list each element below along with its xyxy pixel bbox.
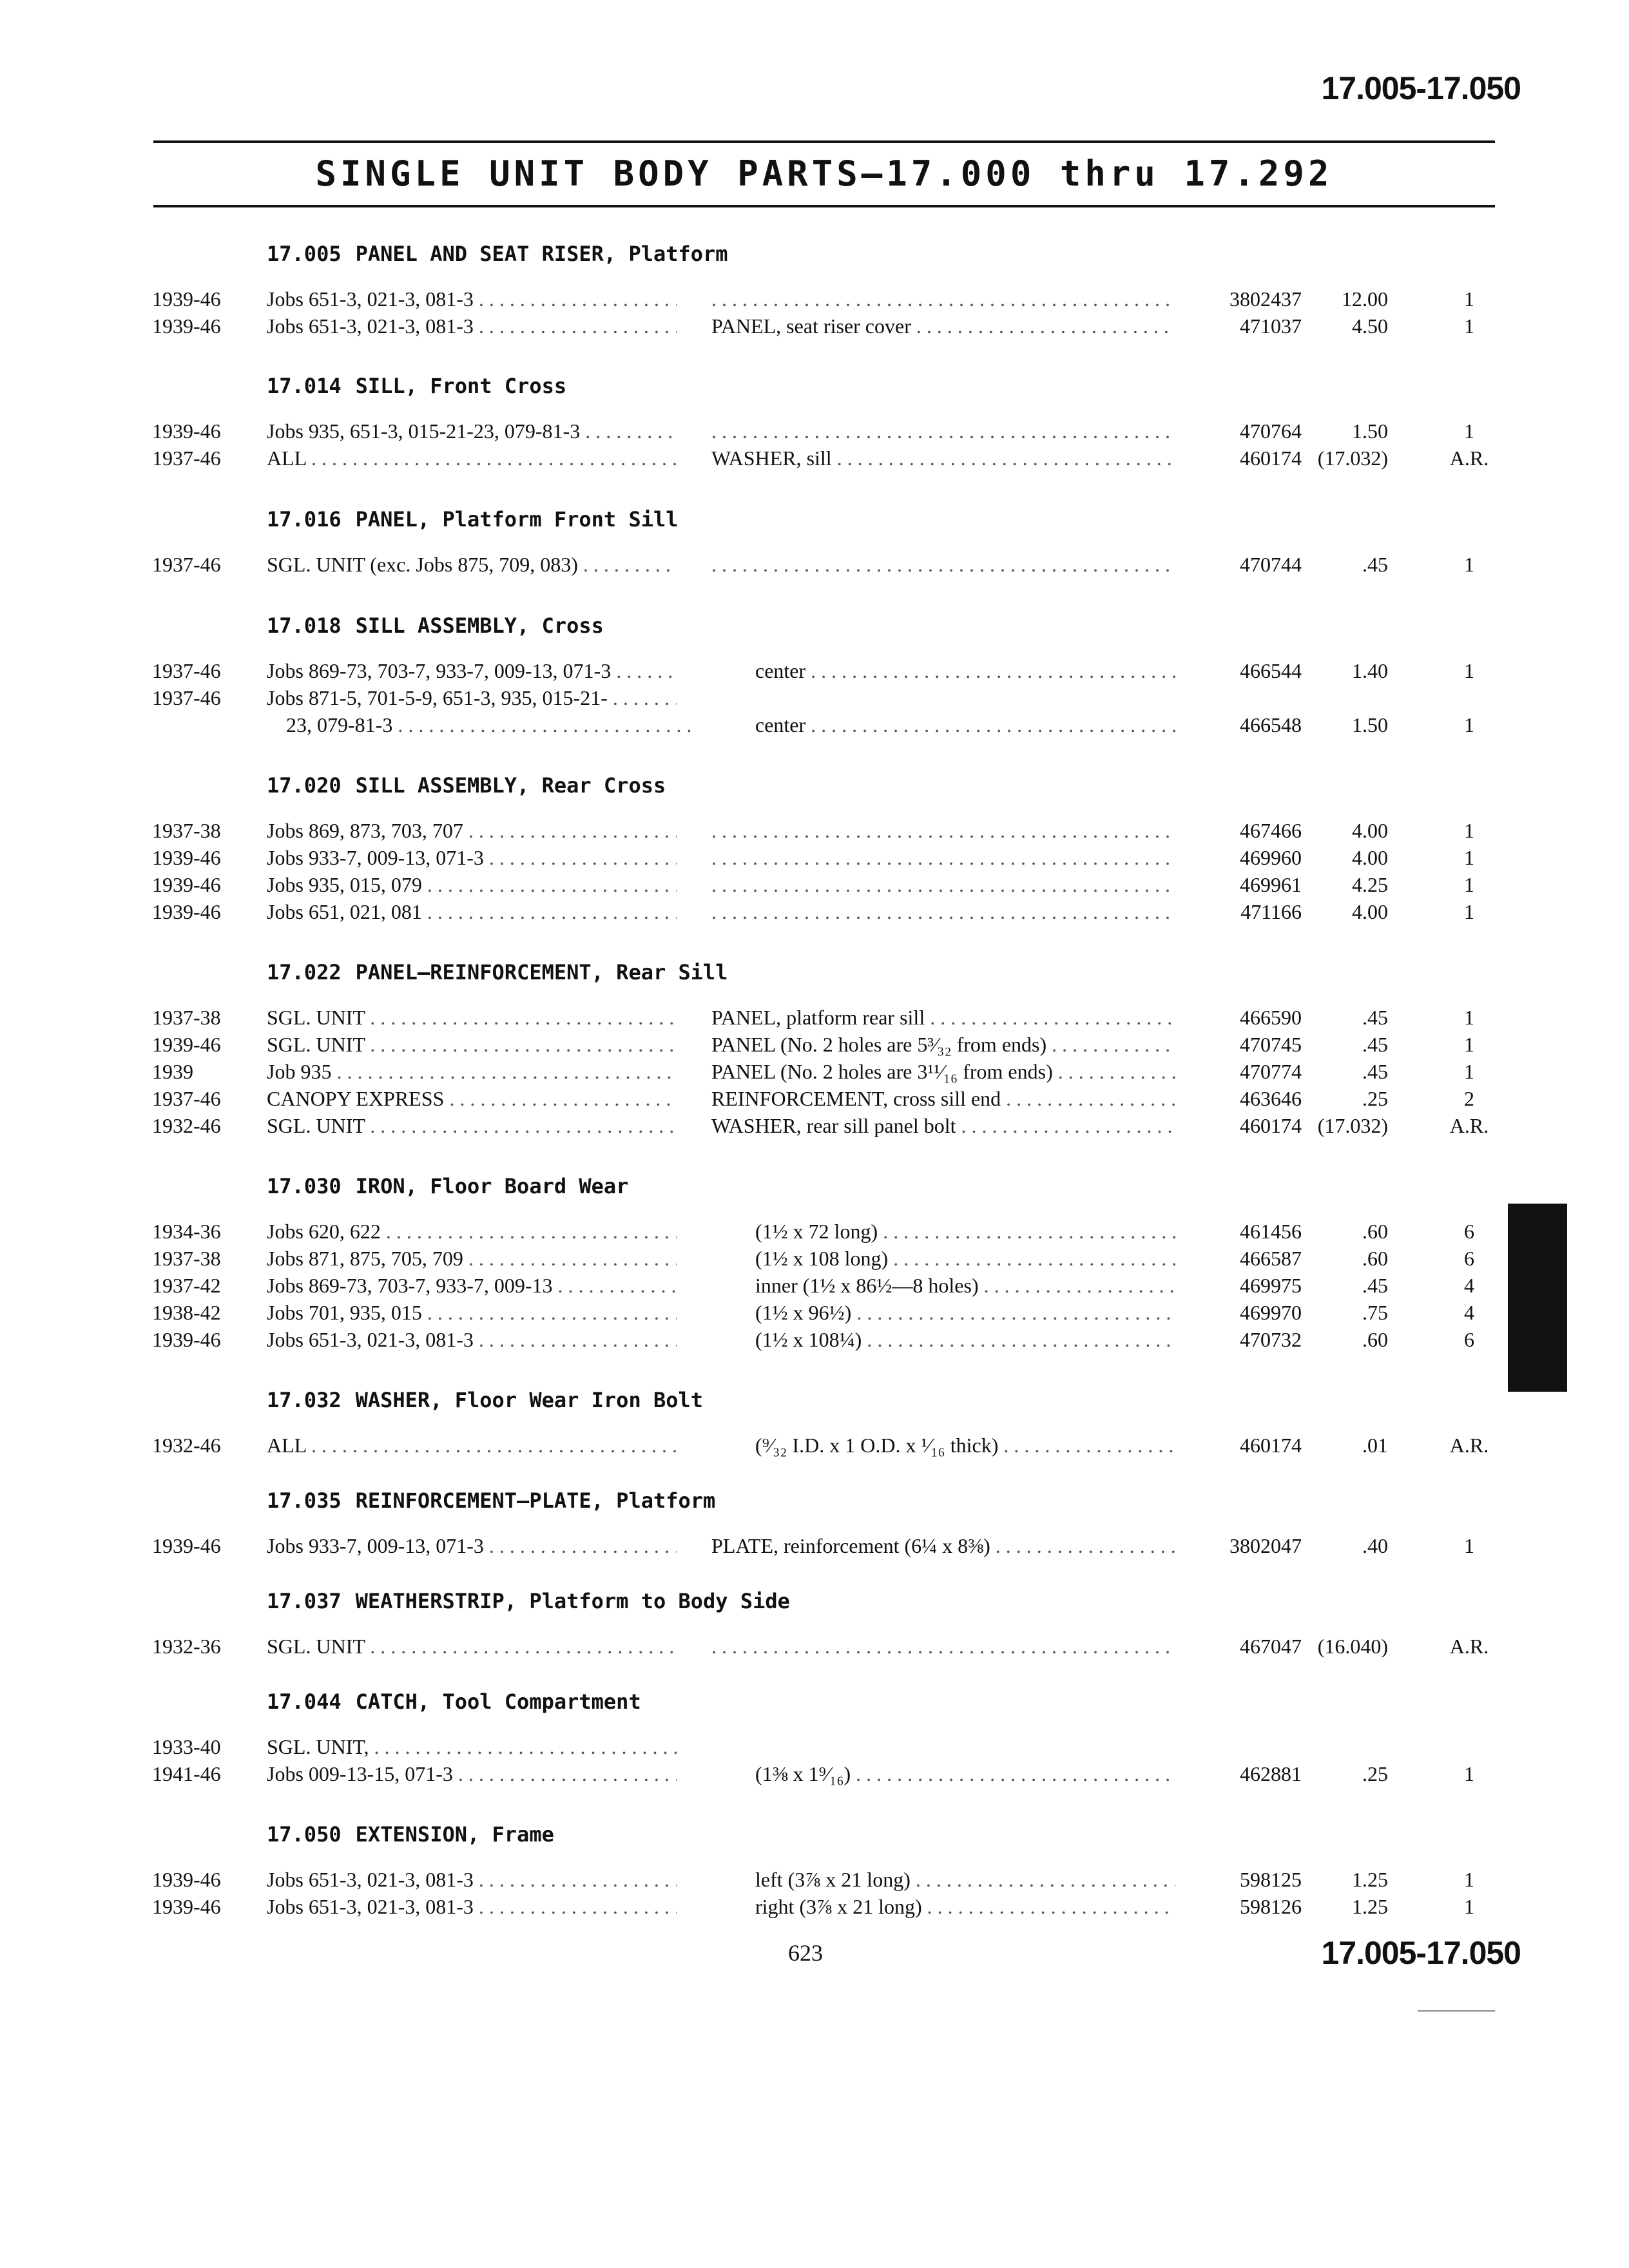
- application: SGL. UNIT (exc. Jobs 875, 709, 083) . . .: [267, 551, 677, 578]
- part-number: 470732: [1240, 1328, 1302, 1351]
- section-heading: [267, 1589, 790, 1613]
- section-name: SILL ASSEMBLY, Cross: [355, 613, 604, 638]
- application: Jobs 651, 021, 081 . . .: [267, 898, 677, 925]
- description: (1⅜ x 1⁹⁄₁₆) . . .: [755, 1760, 1175, 1787]
- part-number: 469960: [1240, 846, 1302, 869]
- quantity: 6: [1464, 1247, 1474, 1270]
- part-row: [0, 1245, 1629, 1272]
- description: WASHER, rear sill panel bolt . . .: [711, 1112, 1175, 1139]
- model-years: 1939-46: [152, 287, 221, 311]
- section-number: 17.014: [267, 374, 342, 398]
- model-years: 1932-46: [152, 1434, 221, 1457]
- description: inner (1½ x 86½—8 holes) . . .: [755, 1272, 1175, 1299]
- section-name: WASHER, Floor Wear Iron Bolt: [355, 1388, 704, 1412]
- section-number: 17.032: [267, 1388, 342, 1412]
- part-number: 469975: [1240, 1274, 1302, 1297]
- section-heading: [267, 1689, 641, 1714]
- description: [711, 817, 1175, 844]
- application: Jobs 620, 622 . . .: [267, 1218, 677, 1245]
- model-years: 1939: [152, 1060, 193, 1083]
- quantity: 4: [1464, 1301, 1474, 1324]
- section-number: 17.016: [267, 507, 342, 532]
- application: Jobs 935, 651-3, 015-21-23, 079-81-3 . . .: [267, 418, 677, 445]
- application: SGL. UNIT . . .: [267, 1112, 677, 1139]
- model-years: 1937-46: [152, 686, 221, 709]
- part-number: 463646: [1240, 1087, 1302, 1110]
- model-years: 1939-46: [152, 1328, 221, 1351]
- section-number: 17.005: [267, 242, 342, 266]
- part-row: [0, 285, 1629, 312]
- model-years: 1934-36: [152, 1220, 221, 1243]
- quantity: 1: [1464, 873, 1474, 896]
- section-name: PANEL AND SEAT RISER, Platform: [355, 242, 728, 266]
- quantity: 1: [1464, 1534, 1474, 1557]
- section-heading: [267, 773, 666, 798]
- part-number: 467047: [1240, 1635, 1302, 1658]
- list-price: 1.25: [1352, 1868, 1388, 1891]
- quantity: 1: [1464, 819, 1474, 842]
- application: Jobs 869-73, 703-7, 933-7, 009-13, 071-3 . . .: [267, 657, 677, 684]
- part-row: [0, 898, 1629, 925]
- quantity: 1: [1464, 553, 1474, 576]
- part-number: 3802437: [1229, 287, 1302, 311]
- part-number: 471037: [1240, 314, 1302, 338]
- description: [711, 844, 1175, 871]
- application: Jobs 933-7, 009-13, 071-3 . . .: [267, 844, 677, 871]
- list-price: 4.25: [1352, 873, 1388, 896]
- part-row: [0, 657, 1629, 684]
- part-row: [0, 684, 1629, 711]
- part-number: 471166: [1240, 900, 1302, 923]
- part-row: [0, 1272, 1629, 1299]
- quantity: 4: [1464, 1274, 1474, 1297]
- description: center . . .: [755, 657, 1175, 684]
- part-number: 460174: [1240, 1434, 1302, 1457]
- application: Jobs 009-13-15, 071-3 . . .: [267, 1760, 677, 1787]
- part-number: 470744: [1240, 553, 1302, 576]
- model-years: 1933-40: [152, 1735, 221, 1758]
- quantity: 1: [1464, 713, 1474, 736]
- part-row: [0, 1532, 1629, 1559]
- section-heading: [267, 1822, 554, 1847]
- description: [711, 418, 1175, 445]
- description: left (3⅞ x 21 long) . . .: [755, 1866, 1175, 1893]
- description: PANEL, seat riser cover . . .: [711, 312, 1175, 340]
- model-years: 1932-46: [152, 1114, 221, 1137]
- application: Jobs 871, 875, 705, 709 . . .: [267, 1245, 677, 1272]
- part-row: [0, 445, 1629, 472]
- part-number: 460174: [1240, 447, 1302, 470]
- quantity: 1: [1464, 314, 1474, 338]
- page-range-top: 17.005-17.050: [1321, 70, 1521, 106]
- model-years: 1937-38: [152, 819, 221, 842]
- model-years: 1937-46: [152, 659, 221, 682]
- part-row: [0, 1112, 1629, 1139]
- part-row: [0, 418, 1629, 445]
- quantity: A.R.: [1449, 1635, 1489, 1658]
- section-number: 17.037: [267, 1589, 342, 1613]
- application: Jobs 869-73, 703-7, 933-7, 009-13 . . .: [267, 1272, 677, 1299]
- part-row: [0, 1031, 1629, 1058]
- section-heading: [267, 374, 566, 398]
- section-tab-marker: [1508, 1204, 1567, 1392]
- part-row: [0, 1326, 1629, 1353]
- part-number: 598126: [1240, 1895, 1302, 1918]
- description: [711, 285, 1175, 312]
- description: [711, 551, 1175, 578]
- application: ALL . . .: [267, 445, 677, 472]
- description: PANEL (No. 2 holes are 5³⁄₃₂ from ends) . . .: [711, 1031, 1175, 1058]
- part-number: 598125: [1240, 1868, 1302, 1891]
- list-price: .60: [1362, 1328, 1388, 1351]
- application: Jobs 651-3, 021-3, 081-3 . . .: [267, 1326, 677, 1353]
- description: (1½ x 108 long) . . .: [755, 1245, 1175, 1272]
- description: (⁹⁄₃₂ I.D. x 1 O.D. x ¹⁄₁₆ thick) . . .: [755, 1432, 1175, 1459]
- quantity: 1: [1464, 1006, 1474, 1029]
- list-price: 1.50: [1352, 419, 1388, 443]
- application: CANOPY EXPRESS . . .: [267, 1085, 677, 1112]
- quantity: 6: [1464, 1328, 1474, 1351]
- part-number: 466590: [1240, 1006, 1302, 1029]
- model-years: 1937-46: [152, 1087, 221, 1110]
- model-years: 1939-46: [152, 1033, 221, 1056]
- quantity: 1: [1464, 1762, 1474, 1785]
- part-number: 470774: [1240, 1060, 1302, 1083]
- application: Job 935 . . .: [267, 1058, 677, 1085]
- part-number: 467466: [1240, 819, 1302, 842]
- part-number: 466548: [1240, 713, 1302, 736]
- section-heading: [267, 613, 604, 638]
- quantity: 1: [1464, 900, 1474, 923]
- part-row: [0, 1085, 1629, 1112]
- application: Jobs 651-3, 021-3, 081-3 . . .: [267, 1893, 677, 1920]
- list-price: 4.00: [1352, 819, 1388, 842]
- part-row: [0, 1218, 1629, 1245]
- list-price: (17.032): [1317, 1114, 1388, 1137]
- page-range-bottom: 17.005-17.050: [1321, 1935, 1521, 1971]
- quantity: 1: [1464, 419, 1474, 443]
- section-heading: [267, 242, 728, 266]
- quantity: A.R.: [1449, 1434, 1489, 1457]
- quantity: 6: [1464, 1220, 1474, 1243]
- description: (1½ x 96½) . . .: [755, 1299, 1175, 1326]
- list-price: .75: [1362, 1301, 1388, 1324]
- list-price: .01: [1362, 1434, 1388, 1457]
- list-price: .60: [1362, 1247, 1388, 1270]
- description: (1½ x 108¼) . . .: [755, 1326, 1175, 1353]
- part-row: [0, 1633, 1629, 1660]
- part-row: [0, 1004, 1629, 1031]
- page-title: SINGLE UNIT BODY PARTS—17.000 thru 17.292: [315, 153, 1333, 194]
- list-price: .45: [1362, 1006, 1388, 1029]
- part-row: [0, 711, 1629, 738]
- list-price: (16.040): [1317, 1635, 1388, 1658]
- list-price: .45: [1362, 1060, 1388, 1083]
- part-row: [0, 1733, 1629, 1760]
- application: Jobs 651-3, 021-3, 081-3 . . .: [267, 1866, 677, 1893]
- list-price: 1.40: [1352, 659, 1388, 682]
- section-name: PANEL—REINFORCEMENT, Rear Sill: [355, 960, 728, 985]
- description: PANEL (No. 2 holes are 3¹¹⁄₁₆ from ends) . . .: [711, 1058, 1175, 1085]
- section-number: 17.050: [267, 1822, 342, 1847]
- application: SGL. UNIT . . .: [267, 1004, 677, 1031]
- quantity: A.R.: [1449, 1114, 1489, 1137]
- part-row: [0, 871, 1629, 898]
- header-rule-top: [153, 140, 1495, 143]
- list-price: 1.50: [1352, 713, 1388, 736]
- section-number: 17.018: [267, 613, 342, 638]
- section-number: 17.022: [267, 960, 342, 985]
- quantity: 1: [1464, 1033, 1474, 1056]
- section-heading: [267, 960, 728, 985]
- part-number: 461456: [1240, 1220, 1302, 1243]
- part-row: [0, 1058, 1629, 1085]
- section-name: EXTENSION, Frame: [355, 1822, 554, 1847]
- application: SGL. UNIT . . .: [267, 1633, 677, 1660]
- list-price: .45: [1362, 1274, 1388, 1297]
- list-price: (17.032): [1317, 447, 1388, 470]
- part-row: [0, 1866, 1629, 1893]
- list-price: 4.00: [1352, 846, 1388, 869]
- part-row: [0, 1760, 1629, 1787]
- application: SGL. UNIT, . . .: [267, 1733, 677, 1760]
- part-number: 469970: [1240, 1301, 1302, 1324]
- model-years: 1937-46: [152, 553, 221, 576]
- application: Jobs 869, 873, 703, 707 . . .: [267, 817, 677, 844]
- quantity: 1: [1464, 1060, 1474, 1083]
- description: [711, 898, 1175, 925]
- quantity: 1: [1464, 287, 1474, 311]
- section-heading: [267, 1388, 703, 1412]
- section-name: IRON, Floor Board Wear: [355, 1174, 629, 1198]
- list-price: 1.25: [1352, 1895, 1388, 1918]
- model-years: 1939-46: [152, 1868, 221, 1891]
- part-row: [0, 844, 1629, 871]
- model-years: 1939-46: [152, 900, 221, 923]
- description: center . . .: [755, 711, 1175, 738]
- model-years: 1938-42: [152, 1301, 221, 1324]
- application: Jobs 933-7, 009-13, 071-3 . . .: [267, 1532, 677, 1559]
- list-price: 12.00: [1342, 287, 1388, 311]
- quantity: 1: [1464, 846, 1474, 869]
- part-row: [0, 1299, 1629, 1326]
- quantity: 1: [1464, 1868, 1474, 1891]
- list-price: .45: [1362, 1033, 1388, 1056]
- description: right (3⅞ x 21 long) . . .: [755, 1893, 1175, 1920]
- model-years: 1939-46: [152, 1534, 221, 1557]
- section-name: CATCH, Tool Compartment: [355, 1689, 641, 1714]
- list-price: 4.00: [1352, 900, 1388, 923]
- part-row: [0, 1893, 1629, 1920]
- section-heading: [267, 507, 679, 532]
- model-years: 1937-38: [152, 1006, 221, 1029]
- part-number: 460174: [1240, 1114, 1302, 1137]
- model-years: 1932-36: [152, 1635, 221, 1658]
- description: PANEL, platform rear sill . . .: [711, 1004, 1175, 1031]
- list-price: .60: [1362, 1220, 1388, 1243]
- part-row: [0, 551, 1629, 578]
- model-years: 1939-46: [152, 846, 221, 869]
- application: Jobs 701, 935, 015 . . .: [267, 1299, 677, 1326]
- application: Jobs 651-3, 021-3, 081-3 . . .: [267, 312, 677, 340]
- list-price: .45: [1362, 553, 1388, 576]
- application: 23, 079-81-3 . . .: [267, 711, 696, 738]
- section-heading: [267, 1174, 628, 1198]
- application: Jobs 871-5, 701-5-9, 651-3, 935, 015-21- . . .: [267, 684, 677, 711]
- application: SGL. UNIT . . .: [267, 1031, 677, 1058]
- list-price: 4.50: [1352, 314, 1388, 338]
- section-name: SILL ASSEMBLY, Rear Cross: [355, 773, 666, 798]
- application: Jobs 935, 015, 079 . . .: [267, 871, 677, 898]
- section-heading: [267, 1488, 715, 1513]
- model-years: 1941-46: [152, 1762, 221, 1785]
- part-row: [0, 817, 1629, 844]
- description: [711, 871, 1175, 898]
- quantity: A.R.: [1449, 447, 1489, 470]
- model-years: 1939-46: [152, 419, 221, 443]
- footer-rule: [1418, 2010, 1495, 2012]
- part-number: 470764: [1240, 419, 1302, 443]
- model-years: 1937-42: [152, 1274, 221, 1297]
- part-number: 3802047: [1229, 1534, 1302, 1557]
- part-number: 462881: [1240, 1762, 1302, 1785]
- part-number: 466587: [1240, 1247, 1302, 1270]
- part-number: 470745: [1240, 1033, 1302, 1056]
- model-years: 1939-46: [152, 1895, 221, 1918]
- model-years: 1939-46: [152, 873, 221, 896]
- description: [711, 1633, 1175, 1660]
- section-number: 17.044: [267, 1689, 342, 1714]
- description: REINFORCEMENT, cross sill end . . .: [711, 1085, 1175, 1112]
- section-name: WEATHERSTRIP, Platform to Body Side: [355, 1589, 790, 1613]
- section-number: 17.035: [267, 1488, 342, 1513]
- section-name: PANEL, Platform Front Sill: [355, 507, 679, 532]
- section-name: REINFORCEMENT—PLATE, Platform: [355, 1488, 716, 1513]
- header-rule-bottom: [153, 205, 1495, 207]
- model-years: 1937-38: [152, 1247, 221, 1270]
- part-row: [0, 312, 1629, 340]
- list-price: .40: [1362, 1534, 1388, 1557]
- section-name: SILL, Front Cross: [355, 374, 567, 398]
- quantity: 1: [1464, 659, 1474, 682]
- part-number: 466544: [1240, 659, 1302, 682]
- section-number: 17.030: [267, 1174, 342, 1198]
- part-number: 469961: [1240, 873, 1302, 896]
- quantity: 1: [1464, 1895, 1474, 1918]
- model-years: 1937-46: [152, 447, 221, 470]
- description: PLATE, reinforcement (6¼ x 8⅜) . . .: [711, 1532, 1175, 1559]
- model-years: 1939-46: [152, 314, 221, 338]
- application: ALL . . .: [267, 1432, 677, 1459]
- part-row: [0, 1432, 1629, 1459]
- application: Jobs 651-3, 021-3, 081-3 . . .: [267, 285, 677, 312]
- description: (1½ x 72 long) . . .: [755, 1218, 1175, 1245]
- description: WASHER, sill . . .: [711, 445, 1175, 472]
- section-number: 17.020: [267, 773, 342, 798]
- list-price: .25: [1362, 1762, 1388, 1785]
- page-number: 623: [788, 1940, 823, 1966]
- list-price: .25: [1362, 1087, 1388, 1110]
- quantity: 2: [1464, 1087, 1474, 1110]
